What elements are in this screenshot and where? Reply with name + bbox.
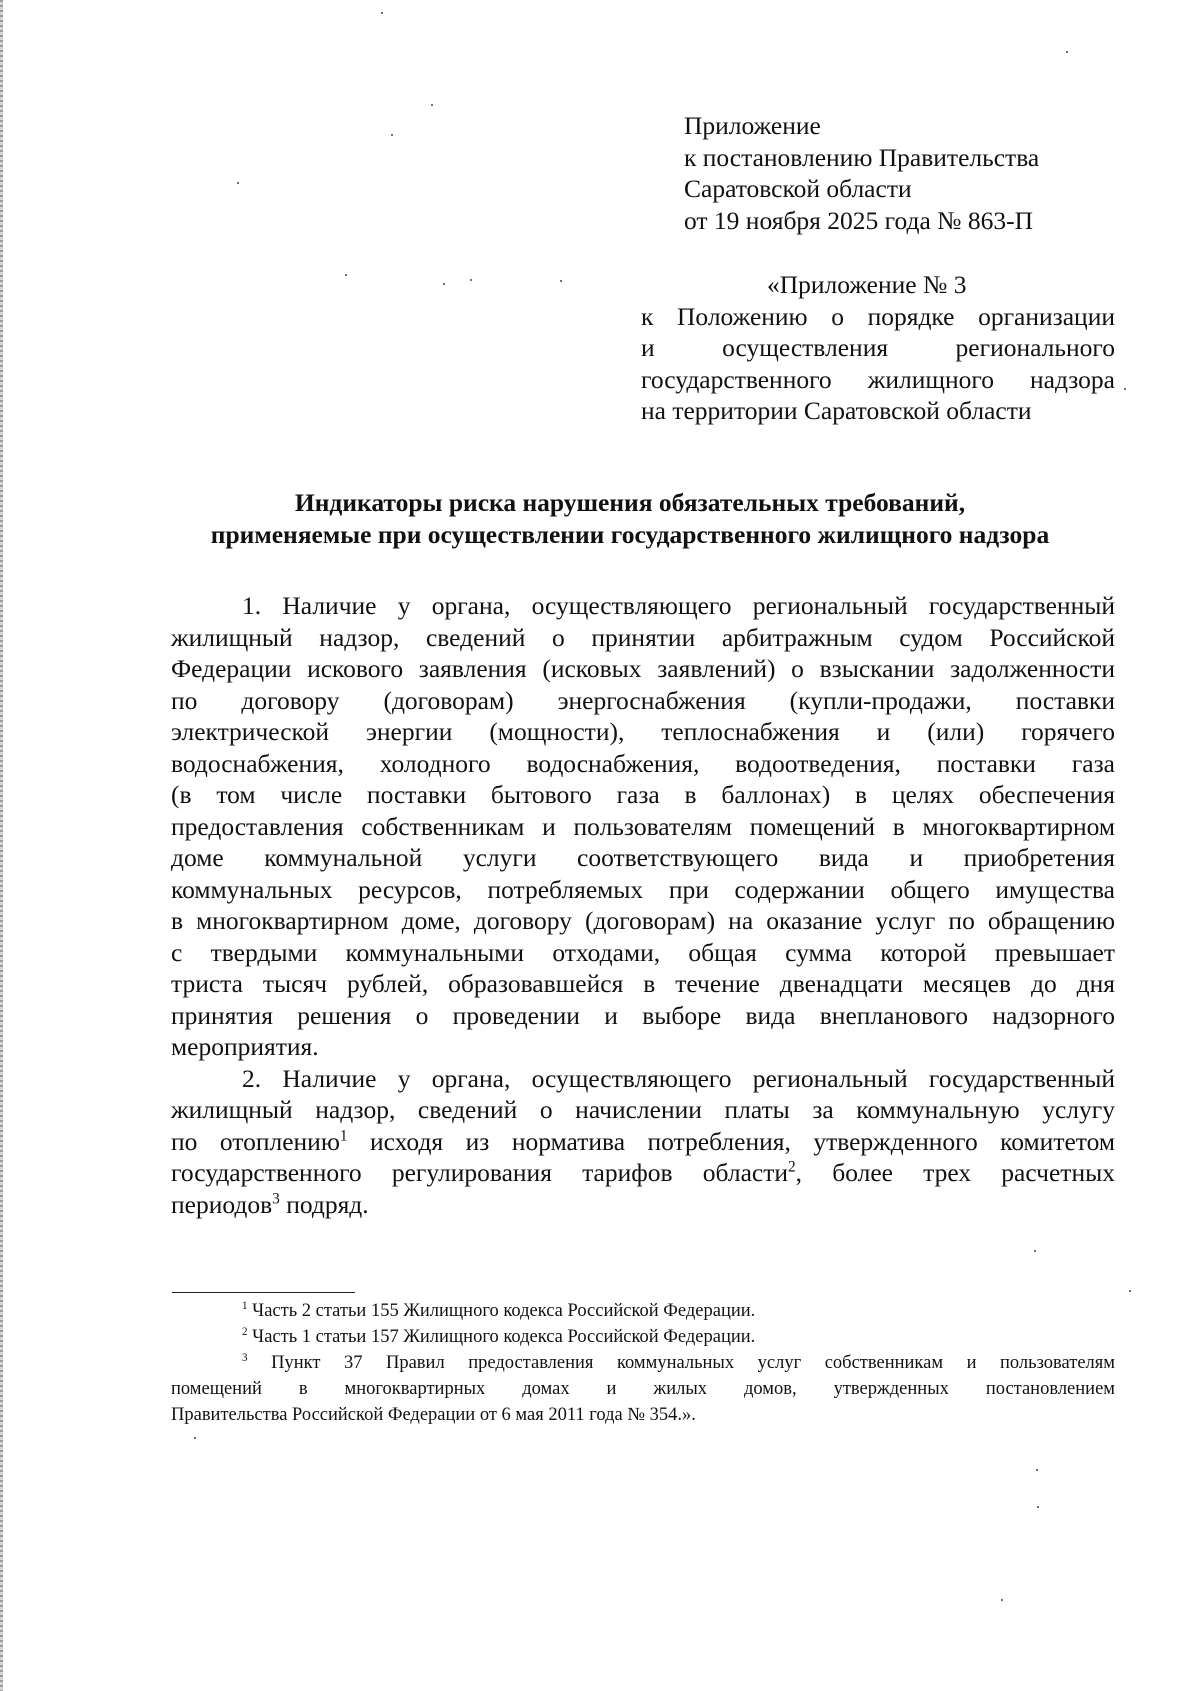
annex-line: к Положению о порядке организации: [641, 301, 1115, 331]
scan-speck: [470, 279, 472, 281]
item-line: жилищный надзор, сведений о принятии арбитражным судом Российской: [171, 622, 1115, 652]
footnote-2: [171, 1324, 1115, 1350]
appendix-line: к постановлению Правительства: [684, 142, 1040, 172]
footnote-3: [171, 1350, 1115, 1428]
appendix-line: от 19 ноября 2025 года № 863-П: [684, 205, 1034, 235]
item-text: периодов: [171, 1189, 273, 1219]
scan-speck: [194, 1437, 196, 1439]
footnote-separator: [172, 1292, 355, 1293]
footnotes: [171, 1298, 1115, 1428]
item-line: [171, 1157, 1115, 1189]
item-text: исходя из норматива потребления, утвержденного комитетом: [347, 1126, 1115, 1156]
footnote-text: Часть 1 статьи 157 Жилищного кодекса Российской Федерации.: [247, 1327, 756, 1347]
footnote-mark: 1: [242, 1299, 248, 1312]
document-body: [171, 590, 1115, 1220]
item-text: государственного регулирования тарифов области: [171, 1158, 789, 1187]
item-line: жилищный надзор, сведений о начислении платы за коммунальную услугу: [171, 1095, 1115, 1124]
item-line: водоснабжения, холодного водоснабжения, водоотведения, поставки газа: [171, 748, 1115, 778]
scan-speck: [443, 283, 445, 285]
footnote-1: [171, 1298, 1115, 1324]
item-line: [171, 1126, 1115, 1158]
appendix-line: Приложение: [684, 111, 821, 140]
annex-line: на территории Саратовской области: [641, 396, 1032, 425]
item-line: по договору (договорам) энергоснабжения (купли-продажи, поставки: [171, 685, 1115, 715]
item-line: мероприятия.: [171, 1032, 319, 1061]
item-line: доме коммунальной услуги соответствующего вида и приобретения: [171, 843, 1115, 872]
scan-speck: [560, 280, 562, 282]
scan-speck: [1066, 51, 1068, 53]
title-line: применяемые при осуществлении государственного жилищного надзора: [210, 519, 1050, 549]
scan-speck: [1124, 388, 1126, 390]
item-line: триста тысяч рублей, образовавшейся в течение двенадцати месяцев до дня: [171, 969, 1115, 998]
scan-speck: [381, 12, 383, 14]
item-text: по отоплению: [171, 1126, 340, 1156]
footnote-line: помещений в многоквартирных домах и жилых домов, утвержденных постановлением: [171, 1379, 1115, 1399]
item-line: (в том числе поставки бытового газа в баллонах) в целях обеспечения: [171, 780, 1115, 809]
item-line: 2. Наличие у органа, осуществляющего региональный государственный: [242, 1063, 1115, 1093]
indicator-item-1: [171, 590, 1115, 1063]
annex-line: государственного жилищного надзора: [641, 364, 1115, 394]
appendix-header: [684, 110, 1104, 236]
footnote-text: Пункт 37 Правил предоставления коммунальных услуг собственникам и пользователям: [247, 1353, 1115, 1373]
scan-speck: [1034, 1250, 1036, 1252]
scan-edge: [0, 0, 3, 1691]
footnote-ref[interactable]: 2: [788, 1158, 796, 1176]
appendix-line: Саратовской области: [684, 174, 912, 203]
annex-line: и осуществления регионального: [641, 333, 1115, 362]
item-line: [171, 1189, 1115, 1221]
scan-speck: [1036, 1469, 1038, 1471]
item-line: с твердыми коммунальными отходами, общая сумма которой превышает: [171, 937, 1115, 967]
item-text: подряд.: [279, 1189, 369, 1219]
footnote-line: [171, 1350, 1115, 1376]
scan-speck: [1001, 1599, 1003, 1601]
indicator-item-2: [171, 1063, 1115, 1221]
scan-speck: [1129, 1290, 1131, 1292]
footnote-line: Правительства Российской Федерации от 6 мая 2011 года № 354.».: [171, 1405, 696, 1425]
footnote-mark: 2: [242, 1325, 248, 1338]
title-line: Индикаторы риска нарушения обязательных требований,: [294, 488, 966, 517]
item-line: предоставления собственникам и пользователям помещений в многоквартирном: [171, 811, 1115, 841]
scan-speck: [431, 104, 433, 106]
item-line: в многоквартирном доме, договору (договорам) на оказание услуг по обращению: [171, 906, 1115, 935]
item-line: электрической энергии (мощности), теплоснабжения и (или) горячего: [171, 717, 1115, 746]
scan-speck: [237, 182, 239, 184]
footnote-mark: 3: [242, 1351, 248, 1364]
regulation-annex-header: [641, 269, 1115, 427]
scan-speck: [391, 134, 393, 136]
item-line: Федерации искового заявления (исковых заявлений) о взыскании задолженности: [171, 654, 1115, 683]
annex-number: «Приложение № 3: [767, 270, 967, 299]
scan-speck: [345, 274, 347, 276]
document-title: [140, 487, 1120, 550]
footnote-ref[interactable]: 3: [272, 1190, 280, 1207]
item-line: коммунальных ресурсов, потребляемых при содержании общего имущества: [171, 874, 1115, 904]
item-line: 1. Наличие у органа, осуществляющего региональный государственный: [242, 591, 1115, 620]
item-line: принятия решения о проведении и выборе вида внепланового надзорного: [171, 1000, 1115, 1030]
item-text: , более трех расчетных: [795, 1158, 1115, 1187]
footnote-ref[interactable]: 1: [339, 1127, 348, 1144]
footnote-text: Часть 2 статьи 155 Жилищного кодекса Российской Федерации.: [247, 1301, 756, 1321]
scan-speck: [1037, 1506, 1039, 1508]
